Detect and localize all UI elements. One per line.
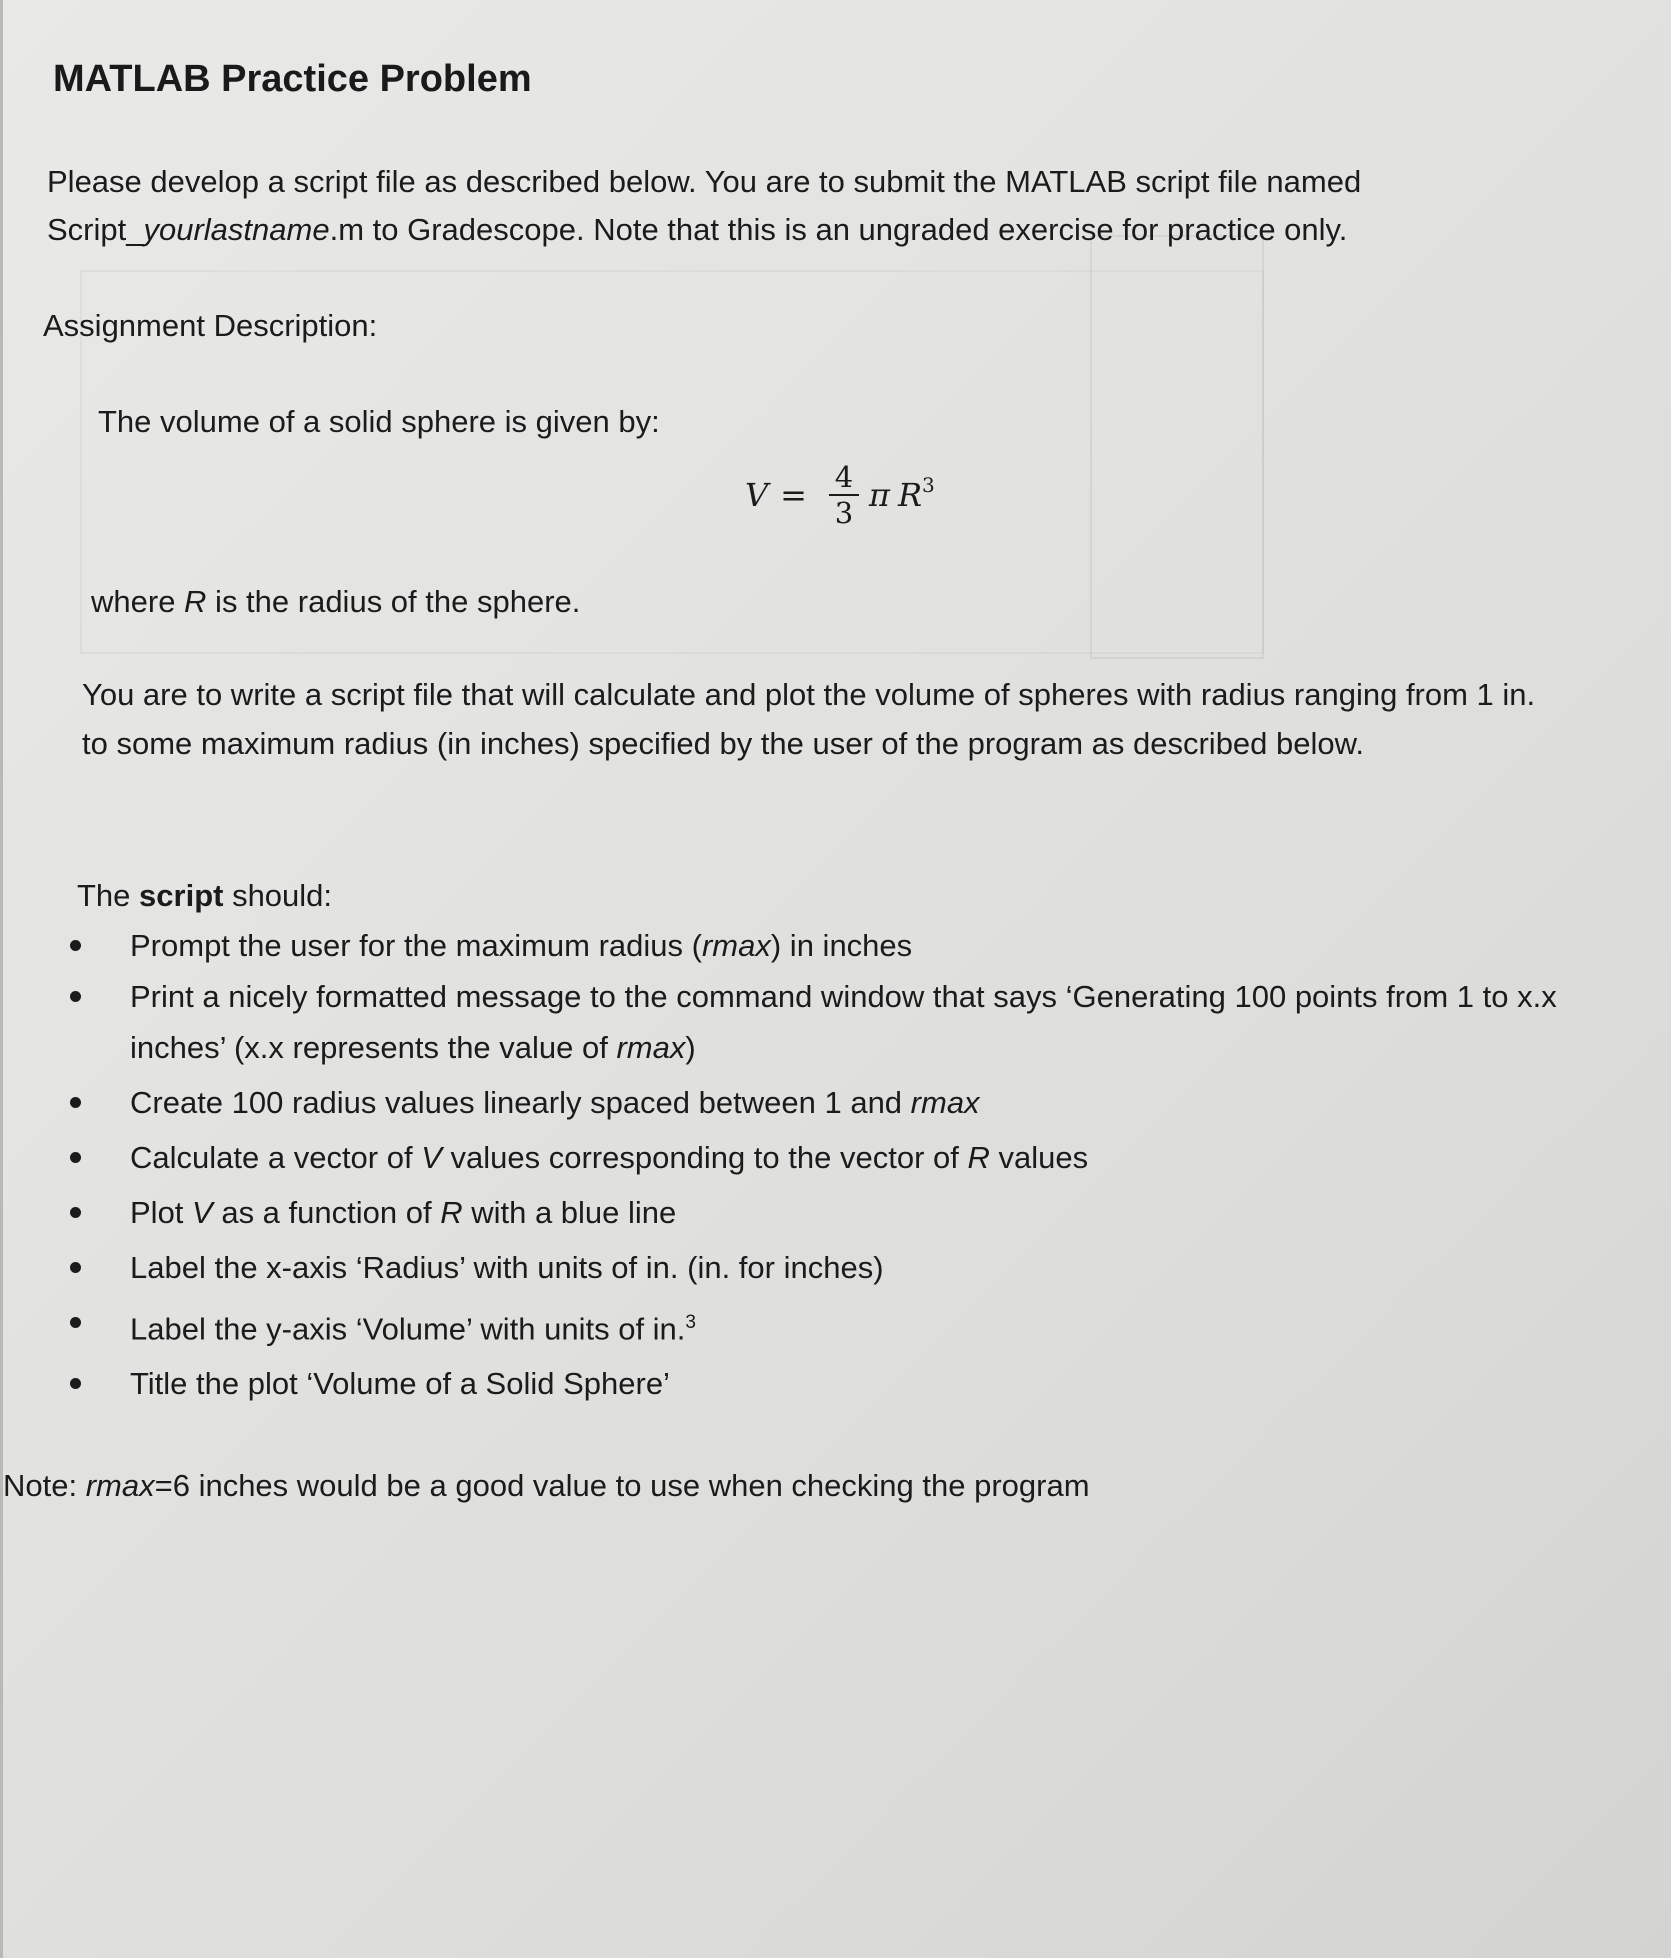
note-suffix: =6 inches would be a good value to use when checking the program [154, 1468, 1090, 1503]
volume-formula [745, 450, 935, 540]
list-item-text: Label the x-axis ‘Radius’ with units of in. (in. for inches) [130, 1250, 884, 1285]
note-prefix: Note: [3, 1468, 86, 1503]
where-prefix: where [91, 584, 185, 619]
list-item-text: values [989, 1140, 1089, 1175]
should-bold: script [139, 878, 224, 913]
list-item-italic: V [421, 1140, 442, 1175]
list-item-italic: R [967, 1140, 990, 1175]
list-item-text: Calculate a vector of [130, 1140, 422, 1175]
formula-equals: = [780, 476, 807, 514]
list-item-text: Plot [130, 1195, 193, 1230]
task-paragraph: You are to write a script file that will calculate and plot the volume of spheres with radius ranging from 1 in. to some maximum radius (in inches) specified by the user of the program as described below. [82, 677, 1536, 761]
list-item [70, 1187, 1570, 1238]
list-item-italic: rmax [701, 928, 771, 963]
requirements-list [70, 920, 1570, 1409]
list-item-italic: rmax [616, 1030, 686, 1065]
list-item-text: ) [685, 1030, 696, 1065]
intro-line-2-prefix: Script_ [47, 212, 144, 247]
list-item-text: ) in inches [770, 928, 913, 963]
assignment-heading: Assignment Description: [43, 308, 378, 343]
intro-line-2-suffix: .m to Gradescope. Note that this is an ungraded exercise for practice only. [329, 212, 1348, 247]
list-item-text: Title the plot ‘Volume of a Solid Sphere’ [130, 1366, 670, 1402]
list-item [70, 1077, 1570, 1128]
list-item-text: with a blue line [462, 1195, 677, 1230]
list-item-text: values corresponding to the vector of [441, 1140, 968, 1175]
list-item-text: Print a nicely formatted message to the command window that says ‘Generating 100 points from 1 to x.x inches’ (x.x represents the value of [130, 979, 1557, 1065]
bullet-dot [70, 1152, 81, 1163]
where-suffix: is the radius of the sphere. [206, 584, 581, 619]
formula-var: R [897, 476, 923, 514]
list-item-text: Prompt the user for the maximum radius ( [130, 928, 702, 963]
list-item-superscript: 3 [685, 1312, 696, 1333]
list-item-text: Label the y-axis ‘Volume’ with units of in. [130, 1311, 686, 1347]
list-item [70, 1132, 1570, 1183]
intro-paragraph [47, 158, 1361, 254]
bullet-dot [70, 1378, 81, 1389]
list-item [70, 1242, 1570, 1293]
should-suffix: should: [223, 878, 333, 913]
list-item [70, 971, 1610, 1073]
sphere-sentence: The volume of a solid sphere is given by: [98, 404, 660, 439]
note-line [3, 1462, 1090, 1510]
bullet-dot [70, 1097, 81, 1108]
bullet-dot [70, 1262, 81, 1273]
formula-fraction [829, 460, 859, 530]
list-item-italic: rmax [910, 1085, 980, 1120]
bullet-dot [70, 1317, 81, 1328]
bullet-dot [70, 1207, 81, 1218]
list-item-italic: R [440, 1195, 463, 1230]
note-italic: rmax [85, 1468, 155, 1503]
list-item-text: as a function of [212, 1195, 441, 1230]
script-should-heading [77, 872, 332, 920]
page-edge [0, 0, 3, 1958]
intro-line-2 [47, 206, 1361, 254]
list-item-text: Create 100 radius values linearly spaced between 1 and [130, 1085, 911, 1120]
formula-exponent: 3 [922, 473, 935, 497]
intro-line-1: Please develop a script file as described below. You are to submit the MATLAB script file named [47, 164, 1362, 199]
list-item [70, 1297, 1570, 1354]
formula-pi: π [868, 476, 890, 514]
page-title: MATLAB Practice Problem [53, 58, 532, 100]
should-prefix: The [77, 878, 140, 913]
list-item [70, 1358, 1570, 1409]
intro-line-2-italic: yourlastname [143, 212, 330, 247]
formula-numerator: 4 [834, 460, 854, 494]
bullet-dot [70, 940, 81, 951]
where-sentence [91, 578, 580, 626]
formula-denominator: 3 [834, 496, 854, 530]
list-item-italic: V [192, 1195, 213, 1230]
bullet-dot [70, 991, 81, 1002]
where-var: R [184, 584, 207, 619]
list-item [70, 920, 1570, 971]
formula-lhs: V [745, 476, 769, 514]
